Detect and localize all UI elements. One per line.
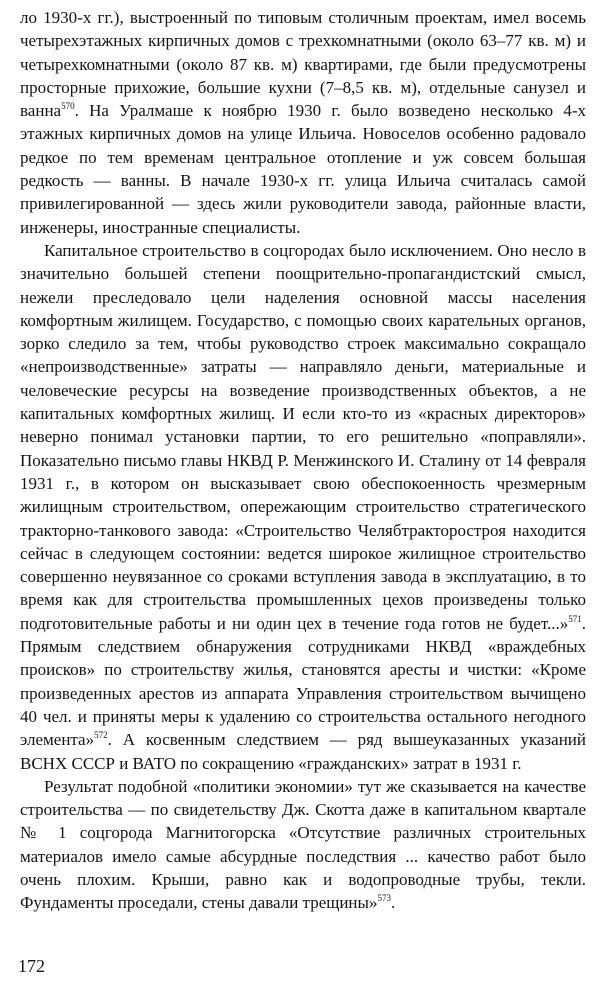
- page-number: 172: [18, 956, 45, 976]
- body-text: [20, 6, 586, 915]
- paragraph-1: [20, 6, 586, 239]
- text-segment: Результат подобной «политики экономии» тут же сказывается на качестве строительства — по свидетельству Дж. Скотта даже в капитальном квартале № 1 соцгорода Магнитогорска «Отсутствие различных строительных материалов имело самые абсурдные последствия ... качество работ было очень плохим. Крыши, равно как и водопроводные трубы, текли. Фундаменты проседали, стены давали трещины»: [20, 776, 586, 913]
- text-segment: .: [390, 893, 396, 913]
- paragraph-3: [20, 775, 586, 915]
- footnote-ref: 570: [61, 101, 75, 112]
- text-segment: ло 1930-х гг.), выстроенный по типовым столичным проектам, имел восемь четырехэтажных кирпичных домов с трехкомнатными (около 63–77 кв. м) и четырехкомнатными (около 87 кв. м) квартирами, где были предусмотрены просторные прихожие, большие кухни (7–8,5 кв. м), отдельные санузел и ванна: [20, 8, 586, 121]
- paragraph-2: [20, 239, 586, 775]
- text-segment: . Прямым следствием обнаружения сотрудниками НКВД «враждебных происков» по строительству жилья, становятся аресты и чистки: «Кроме произведенных арестов из аппарата Управления строительством вычищено 40 чел. и приняты меры к удалению со строительства остального негодного элемента»: [20, 613, 586, 750]
- footnote-ref: 571: [568, 613, 582, 624]
- footnote-ref: 572: [94, 730, 108, 741]
- text-segment: . А косвенным следствием — ряд вышеуказанных указаний ВСНХ СССР и ВАТО по сокращению «гражданских» затрат в 1931 г.: [20, 730, 586, 773]
- footnote-ref: 573: [377, 893, 391, 904]
- text-segment: Капитальное строительство в соцгородах было исключением. Оно несло в значительно большей степени поощрительно-пропагандистский смысл, нежели преследовало цели наделения основной массы населения комфортным жилищем. Государство, с помощью своих карательных органов, зорко следило за тем, чтобы руководство строек максимально сокращало «непроизводственные» затраты — направляло деньги, материальные и человеческие ресурсы на возведение производственных объектов, а не капитальных комфортных жилищ. И если кто-то из «красных директоров» неверно понимал установки партии, то его решительно «поправляли». Показательно письмо главы НКВД Р. Менжинского И. Сталину от 14 февраля 1931 г., в котором он высказывает свою обеспокоенность чрезмерным жилищным строительством, опережающим строительство стратегического тракторно-танкового завода: «Строительство Челябтракторостроя находится сейчас в следующем состоянии: ведется широкое жилищное строительство совершенно неувязанное со сроками вступления завода в эксплуатацию, в то время как для строительства промышленных цехов произведены только подготовительные работы и ни один цех в течение года готов не будет...»: [20, 240, 586, 633]
- text-segment: . На Уралмаше к ноябрю 1930 г. было возведено несколько 4-х этажных кирпичных домов на улице Ильича. Новоселов особенно радовало редкое по тем временам центральное отопление и уж совсем большая редкость — ванны. В начале 1930-х гг. улица Ильича считалась самой привилегированной — здесь жили руководители завода, районные власти, инженеры, иностранные специалисты.: [20, 101, 586, 237]
